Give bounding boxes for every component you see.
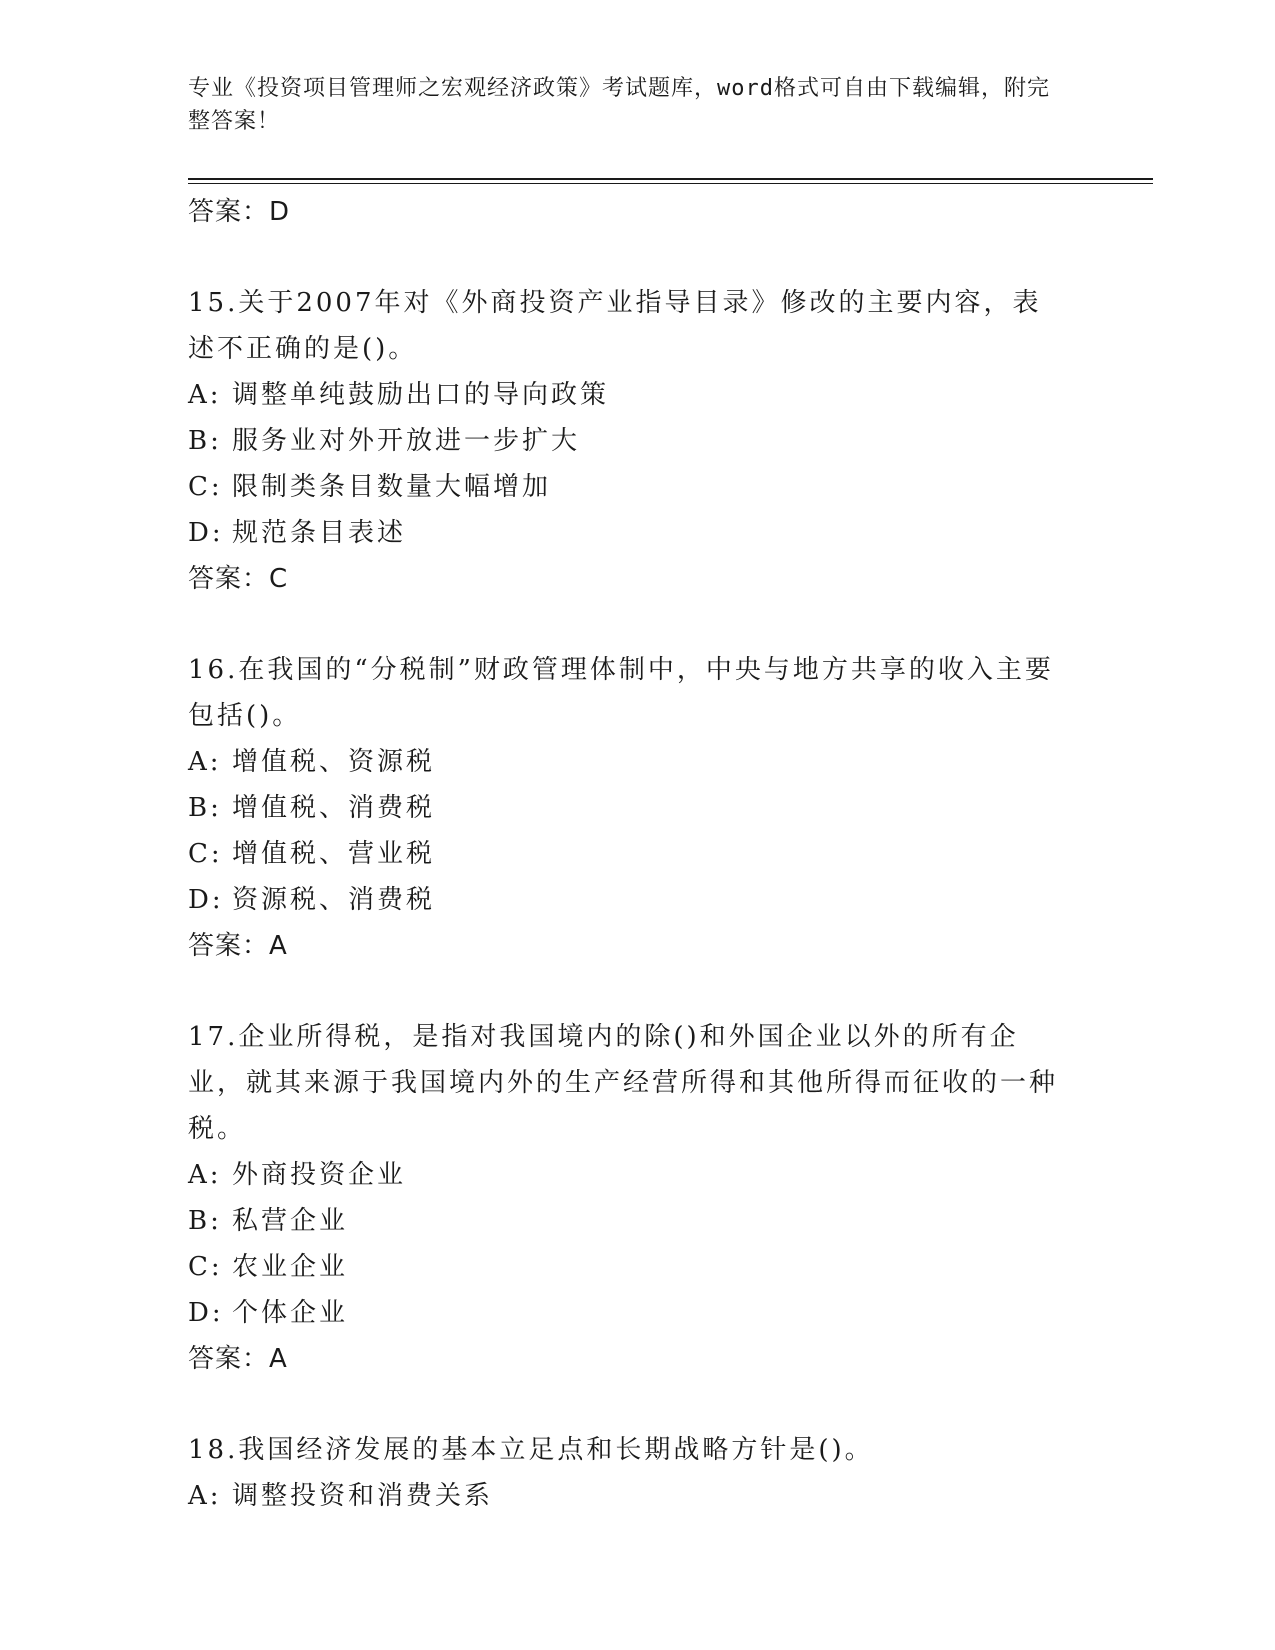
document-body — [188, 189, 1088, 1519]
option-key: C: — [188, 472, 223, 502]
option-text: 个体企业 — [232, 1298, 349, 1328]
option-d — [188, 877, 1088, 923]
answer-line: 答案：A — [188, 931, 288, 961]
question-stem: 18.我国经济发展的基本立足点和长期战略方针是()。 — [188, 1435, 874, 1465]
question-17 — [188, 1014, 1088, 1382]
option-text: 服务业对外开放进一步扩大 — [232, 426, 581, 456]
option-d — [188, 1290, 1088, 1336]
question-stem: 16.在我国的“分税制”财政管理体制中，中央与地方共享的收入主要包括()。 — [188, 655, 1054, 731]
option-key: A: — [188, 1160, 222, 1190]
option-a — [188, 372, 1088, 418]
option-a — [188, 1152, 1088, 1198]
option-text: 私营企业 — [232, 1206, 349, 1236]
option-key: D: — [188, 1298, 224, 1328]
option-text: 增值税、资源税 — [232, 747, 436, 777]
option-key: D: — [188, 885, 224, 915]
option-a — [188, 739, 1088, 785]
answer-line: 答案：C — [188, 564, 289, 594]
answer-line-prev: 答案：D — [188, 197, 291, 227]
option-text: 外商投资企业 — [232, 1160, 407, 1190]
option-text: 限制类条目数量大幅增加 — [232, 472, 552, 502]
question-18 — [188, 1427, 1088, 1519]
option-a — [188, 1473, 1088, 1519]
option-key: A: — [188, 380, 222, 410]
option-text: 规范条目表述 — [232, 518, 407, 548]
header-divider — [188, 178, 1153, 184]
option-c — [188, 831, 1088, 877]
option-key: B: — [188, 1206, 222, 1236]
question-stem: 15.关于2007年对《外商投资产业指导目录》修改的主要内容，表述不正确的是()。 — [188, 288, 1042, 364]
option-key: A: — [188, 1481, 222, 1511]
option-text: 农业企业 — [232, 1252, 349, 1282]
option-key: B: — [188, 793, 222, 823]
option-c — [188, 464, 1088, 510]
option-key: D: — [188, 518, 224, 548]
page-header: 专业《投资项目管理师之宏观经济政策》考试题库，word格式可自由下载编辑，附完整答案！ — [188, 76, 1050, 134]
option-text: 增值税、消费税 — [232, 793, 436, 823]
option-text: 调整投资和消费关系 — [232, 1481, 494, 1511]
option-text: 增值税、营业税 — [232, 839, 436, 869]
answer-line: 答案：A — [188, 1344, 288, 1374]
question-15 — [188, 280, 1088, 602]
option-key: B: — [188, 426, 222, 456]
option-key: C: — [188, 1252, 223, 1282]
option-d — [188, 510, 1088, 556]
option-c — [188, 1244, 1088, 1290]
option-text: 资源税、消费税 — [232, 885, 436, 915]
option-b — [188, 785, 1088, 831]
option-b — [188, 418, 1088, 464]
option-text: 调整单纯鼓励出口的导向政策 — [232, 380, 610, 410]
question-stem: 17.企业所得税，是指对我国境内的除()和外国企业以外的所有企业，就其来源于我国境内外的生产经营所得和其他所得而征收的一种税。 — [188, 1022, 1059, 1144]
option-b — [188, 1198, 1088, 1244]
question-16 — [188, 647, 1088, 969]
option-key: A: — [188, 747, 222, 777]
option-key: C: — [188, 839, 223, 869]
